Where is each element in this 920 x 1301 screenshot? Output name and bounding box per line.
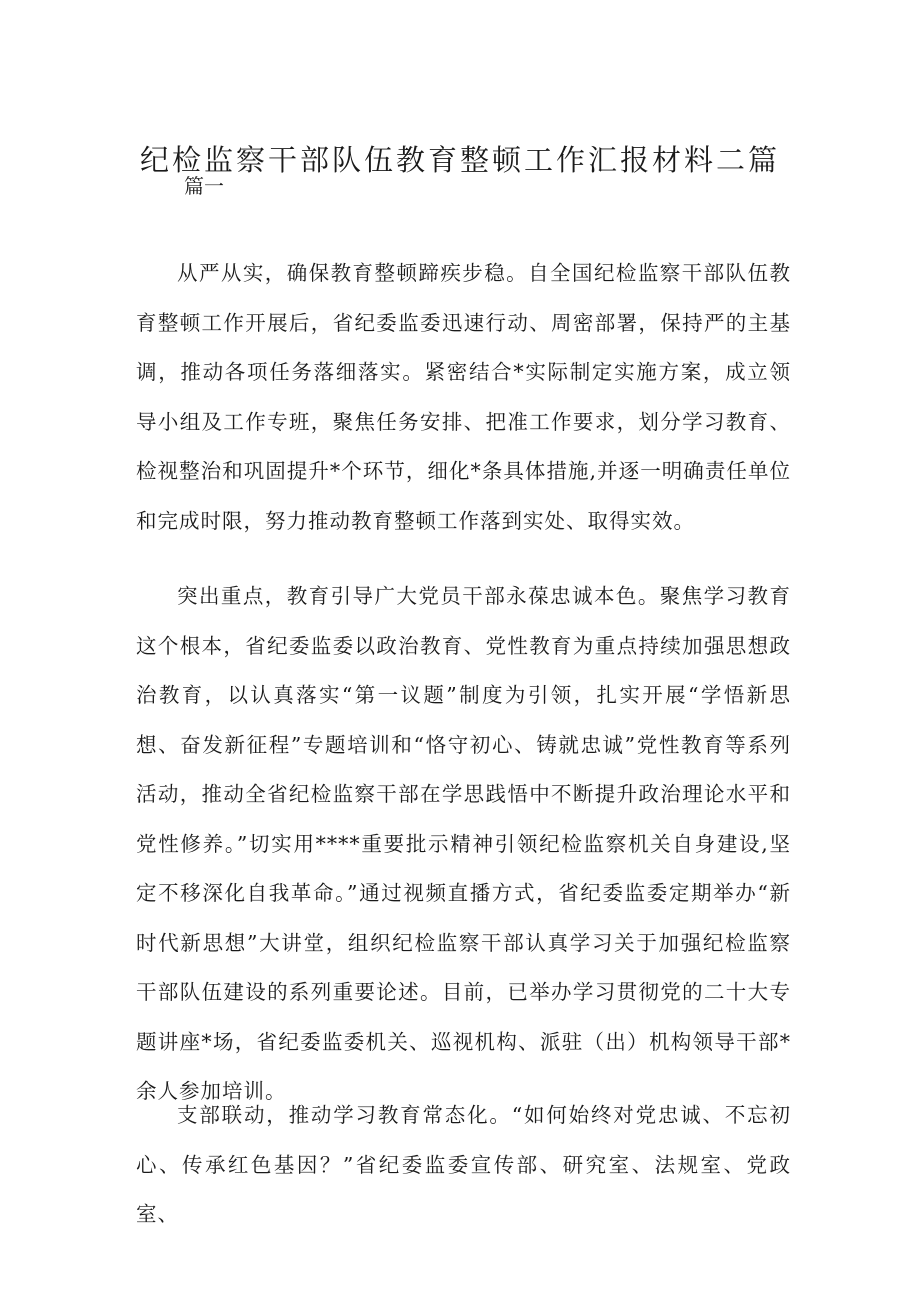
paragraph-3: 支部联动，推动学习教育常态化。“如何始终对党忠诚、不忘初心、传承红色基因？”省纪委监委宣传部、研究室、法规室、党政室、 bbox=[136, 1103, 791, 1226]
paragraph-1: 从严从实，确保教育整顿蹄疾步稳。自全国纪检监察干部队伍教育整顿工作开展后，省纪委监委迅速行动、周密部署，保持严的主基调，推动各项任务落细落实。紧密结合*实际制定实施方案，成立领导小组及工作专班，聚焦任务安排、把准工作要求，划分学习教育、检视整治和巩固提升*个环节，细化*条具体措施,并逐一明确责任单位和完成时限，努力推动教育整顿工作落到实处、取得实效。 bbox=[136, 261, 791, 533]
document-title: 纪检监察干部队伍教育整顿工作汇报材料二篇 bbox=[139, 143, 780, 177]
section-label: 篇一 bbox=[184, 174, 224, 198]
paragraph-2: 突出重点，教育引导广大党员干部永葆忠诚本色。聚焦学习教育这个根本，省纪委监委以政治教育、党性教育为重点持续加强思想政治教育，以认真落实“第一议题”制度为引领，扎实开展“学悟新思想、奋发新征程”专题培训和“恪守初心、铸就忠诚”党性教育等系列活动，推动全省纪检监察干部在学思践悟中不断提升政治理论水平和党性修养。”切实用****重要批示精神引领纪检监察机关自身建设,坚定不移深化自我革命。”通过视频直播方式，省纪委监委定期举办“新时代新思想”大讲堂，组织纪检监察干部认真学习关于加强纪检监察干部队伍建设的系列重要论述。目前，已举办学习贯彻党的二十大专题讲座*场，省纪委监委机关、巡视机构、派驻（出）机构领导干部*余人参加培训。 bbox=[136, 584, 791, 1103]
